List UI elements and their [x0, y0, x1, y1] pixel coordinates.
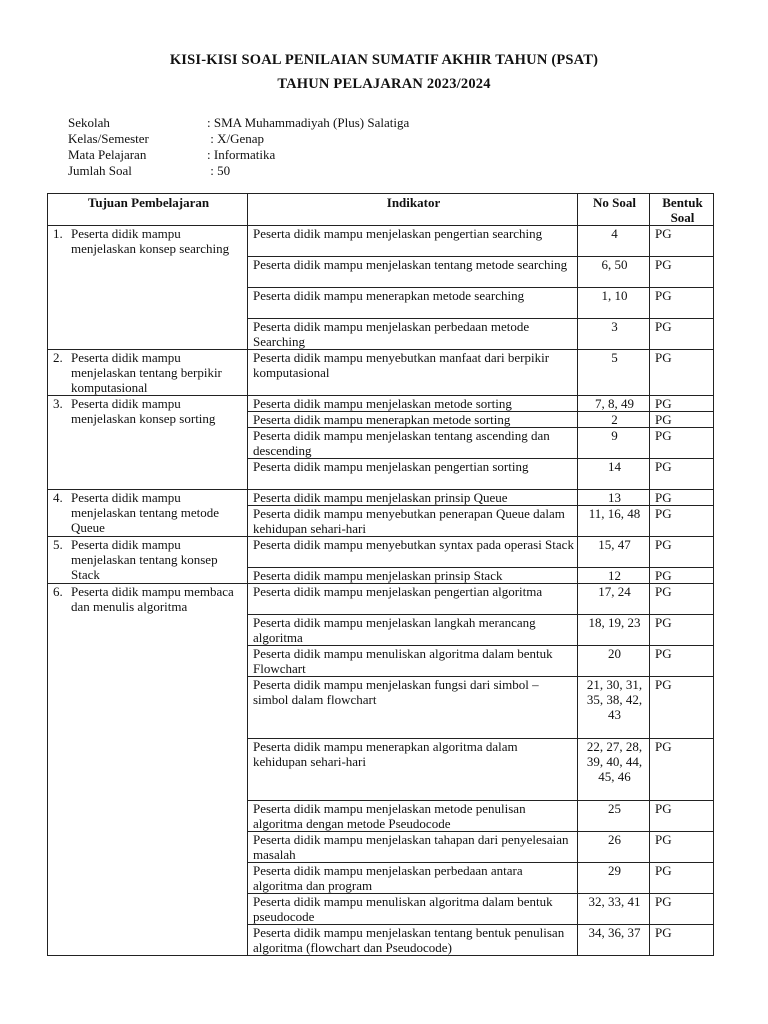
tujuan-item: [53, 396, 244, 426]
tujuan-cell: [48, 584, 248, 956]
bentuk-soal-cell: PG: [650, 646, 714, 677]
indikator-cell: Peserta didik mampu menerapkan metode searching: [248, 288, 578, 319]
bentuk-soal-cell: PG: [650, 801, 714, 832]
header-bentuk-soal: Bentuk Soal: [650, 194, 714, 226]
table-row: [48, 490, 714, 506]
indikator-cell: Peserta didik mampu menjelaskan fungsi dari simbol – simbol dalam flowchart: [248, 677, 578, 739]
bentuk-soal-cell: PG: [650, 490, 714, 506]
indikator-cell: Peserta didik mampu menjelaskan tahapan dari penyelesaian masalah: [248, 832, 578, 863]
tujuan-item: [53, 537, 244, 582]
indikator-cell: Peserta didik mampu menjelaskan perbedaan metode Searching: [248, 319, 578, 350]
indikator-cell: Peserta didik mampu menyebutkan manfaat dari berpikir komputasional: [248, 350, 578, 396]
bentuk-soal-cell: PG: [650, 428, 714, 459]
table-row: [48, 584, 714, 615]
info-row-mapel: [68, 147, 409, 163]
bentuk-soal-cell: PG: [650, 739, 714, 801]
tujuan-text: Peserta didik mampu menjelaskan tentang berpikir komputasional: [71, 350, 222, 395]
bentuk-soal-cell: PG: [650, 832, 714, 863]
info-label: Kelas/Semester: [68, 131, 149, 146]
bentuk-soal-cell: PG: [650, 677, 714, 739]
info-label: Mata Pelajaran: [68, 147, 147, 162]
no-soal-cell: 17, 24: [578, 584, 650, 615]
bentuk-soal-cell: PG: [650, 925, 714, 956]
table-row: [48, 226, 714, 257]
bentuk-soal-cell: PG: [650, 257, 714, 288]
tujuan-cell: [48, 226, 248, 350]
indikator-cell: Peserta didik mampu menyebutkan penerapan Queue dalam kehidupan sehari-hari: [248, 506, 578, 537]
indikator-cell: Peserta didik mampu menjelaskan metode sorting: [248, 396, 578, 412]
no-soal-cell: 6, 50: [578, 257, 650, 288]
bentuk-soal-cell: PG: [650, 537, 714, 568]
info-row-kelas: [68, 131, 409, 147]
indikator-cell: Peserta didik mampu menjelaskan prinsip Stack: [248, 568, 578, 584]
bentuk-soal-cell: PG: [650, 863, 714, 894]
indikator-cell: Peserta didik mampu menjelaskan prinsip Queue: [248, 490, 578, 506]
table-row: [48, 396, 714, 412]
kisi-kisi-table: [47, 193, 714, 956]
no-soal-cell: 26: [578, 832, 650, 863]
info-value: : X/Genap: [207, 131, 265, 146]
header-tujuan: Tujuan Pembelajaran: [48, 194, 248, 226]
indikator-cell: Peserta didik mampu menerapkan metode sorting: [248, 412, 578, 428]
no-soal-cell: 20: [578, 646, 650, 677]
indikator-cell: Peserta didik mampu menjelaskan perbedaan antara algoritma dan program: [248, 863, 578, 894]
tujuan-number: 2.: [53, 350, 63, 365]
table-row: [48, 537, 714, 568]
bentuk-soal-cell: PG: [650, 894, 714, 925]
tujuan-number: 5.: [53, 537, 63, 552]
tujuan-text: Peserta didik mampu menjelaskan konsep searching: [71, 226, 230, 256]
indikator-cell: Peserta didik mampu menjelaskan metode penulisan algoritma dengan metode Pseudocode: [248, 801, 578, 832]
no-soal-cell: 1, 10: [578, 288, 650, 319]
table-header-row: [48, 194, 714, 226]
tujuan-cell: [48, 537, 248, 584]
table-body: [48, 226, 714, 956]
tujuan-item: [53, 350, 244, 395]
document-subtitle: TAHUN PELAJARAN 2023/2024: [277, 76, 491, 92]
bentuk-soal-cell: PG: [650, 288, 714, 319]
bentuk-soal-cell: PG: [650, 226, 714, 257]
indikator-cell: Peserta didik mampu menjelaskan tentang metode searching: [248, 257, 578, 288]
tujuan-cell: [48, 350, 248, 396]
document-title: KISI-KISI SOAL PENILAIAN SUMATIF AKHIR TAHUN (PSAT): [169, 52, 599, 68]
tujuan-item: [53, 490, 244, 535]
bentuk-soal-cell: PG: [650, 584, 714, 615]
bentuk-soal-cell: PG: [650, 396, 714, 412]
table-row: [48, 350, 714, 396]
no-soal-cell: 9: [578, 428, 650, 459]
bentuk-soal-cell: PG: [650, 506, 714, 537]
indikator-cell: Peserta didik mampu menjelaskan pengertian searching: [248, 226, 578, 257]
bentuk-soal-cell: PG: [650, 350, 714, 396]
indikator-cell: Peserta didik mampu menjelaskan pengertian sorting: [248, 459, 578, 490]
header-indikator: Indikator: [248, 194, 578, 226]
no-soal-cell: 2: [578, 412, 650, 428]
indikator-cell: Peserta didik mampu menjelaskan tentang bentuk penulisan algoritma (flowchart dan Pseudocode): [248, 925, 578, 956]
info-row-sekolah: [68, 115, 409, 131]
no-soal-cell: 32, 33, 41: [578, 894, 650, 925]
info-row-jumlah: [68, 163, 409, 179]
info-value: : Informatika: [207, 147, 276, 162]
no-soal-cell: 11, 16, 48: [578, 506, 650, 537]
no-soal-cell: 18, 19, 23: [578, 615, 650, 646]
info-label: Jumlah Soal: [68, 163, 132, 178]
no-soal-cell: 21, 30, 31, 35, 38, 42, 43: [578, 677, 650, 739]
header-no-soal: No Soal: [578, 194, 650, 226]
indikator-cell: Peserta didik mampu menuliskan algoritma dalam bentuk Flowchart: [248, 646, 578, 677]
tujuan-number: 4.: [53, 490, 63, 505]
indikator-cell: Peserta didik mampu menyebutkan syntax pada operasi Stack: [248, 537, 578, 568]
tujuan-text: Peserta didik mampu menjelaskan tentang konsep Stack: [71, 537, 218, 582]
bentuk-soal-cell: PG: [650, 568, 714, 584]
bentuk-soal-cell: PG: [650, 459, 714, 490]
indikator-cell: Peserta didik mampu menjelaskan pengertian algoritma: [248, 584, 578, 615]
tujuan-item: [53, 584, 244, 614]
no-soal-cell: 25: [578, 801, 650, 832]
tujuan-number: 3.: [53, 396, 63, 411]
tujuan-text: Peserta didik mampu menjelaskan konsep sorting: [71, 396, 216, 426]
bentuk-soal-cell: PG: [650, 615, 714, 646]
no-soal-cell: 3: [578, 319, 650, 350]
no-soal-cell: 5: [578, 350, 650, 396]
bentuk-soal-cell: PG: [650, 412, 714, 428]
tujuan-cell: [48, 490, 248, 537]
indikator-cell: Peserta didik mampu menjelaskan tentang ascending dan descending: [248, 428, 578, 459]
no-soal-cell: 7, 8, 49: [578, 396, 650, 412]
tujuan-number: 6.: [53, 584, 63, 599]
no-soal-cell: 14: [578, 459, 650, 490]
no-soal-cell: 13: [578, 490, 650, 506]
info-label: Sekolah: [68, 115, 110, 130]
document-info: [68, 115, 409, 179]
no-soal-cell: 22, 27, 28, 39, 40, 44, 45, 46: [578, 739, 650, 801]
no-soal-cell: 34, 36, 37: [578, 925, 650, 956]
tujuan-item: [53, 226, 244, 256]
tujuan-text: Peserta didik mampu membaca dan menulis algoritma: [71, 584, 234, 614]
bentuk-soal-cell: PG: [650, 319, 714, 350]
indikator-cell: Peserta didik mampu menjelaskan langkah merancang algoritma: [248, 615, 578, 646]
info-value: : 50: [207, 163, 231, 178]
indikator-cell: Peserta didik mampu menuliskan algoritma dalam bentuk pseudocode: [248, 894, 578, 925]
no-soal-cell: 29: [578, 863, 650, 894]
tujuan-number: 1.: [53, 226, 63, 241]
no-soal-cell: 12: [578, 568, 650, 584]
info-value: : SMA Muhammadiyah (Plus) Salatiga: [207, 115, 410, 130]
tujuan-text: Peserta didik mampu menjelaskan tentang metode Queue: [71, 490, 220, 535]
tujuan-cell: [48, 396, 248, 490]
no-soal-cell: 15, 47: [578, 537, 650, 568]
indikator-cell: Peserta didik mampu menerapkan algoritma dalam kehidupan sehari-hari: [248, 739, 578, 801]
no-soal-cell: 4: [578, 226, 650, 257]
